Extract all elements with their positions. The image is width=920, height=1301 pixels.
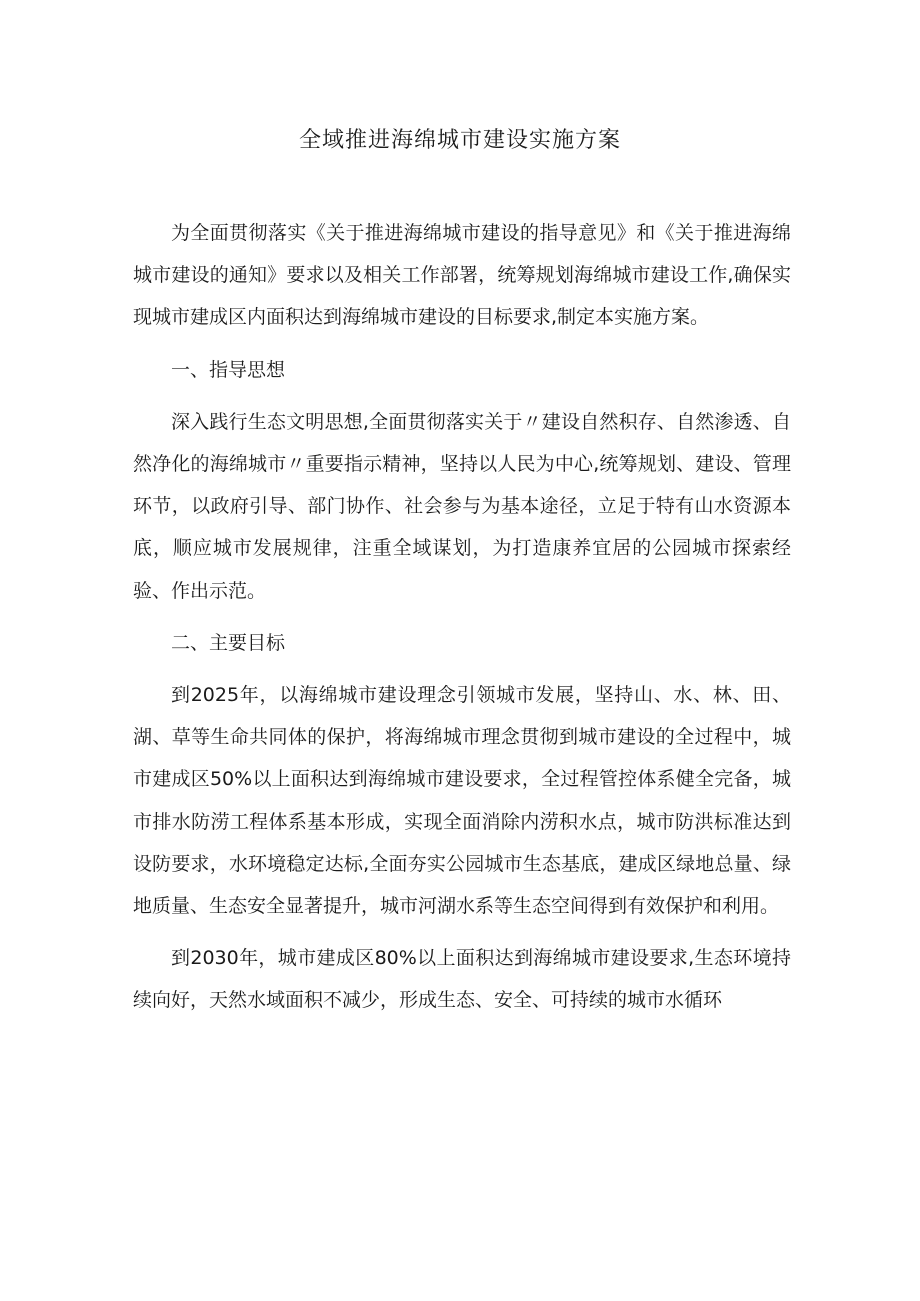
section-heading-guiding-ideology: 一、指导思想: [171, 358, 286, 381]
guiding-ideology-paragraph: 深入践行生态文明思想,全面贯彻落实关于〃建设自然积存、自然渗透、自然净化的海绵城市〃重要指示精神，坚持以人民为中心,统筹规划、建设、管理环节，以政府引导、部门协作、社会参与为基本途径，立足于特有山水资源本底，顺应城市发展规律，注重全域谋划，为打造康养宜居的公园城市探索经验、作出示范。: [133, 410, 791, 602]
section-heading-main-goals: 二、主要目标: [171, 631, 286, 654]
intro-paragraph: 为全面贯彻落实《关于推进海绵城市建设的指导意见》和《关于推进海绵城市建设的通知》要求以及相关工作部署，统筹规划海绵城市建设工作,确保实现城市建成区内面积达到海绵城市建设的目标要求,制定本实施方案。: [133, 222, 791, 329]
document-title: 全域推进海绵城市建设实施方案: [298, 128, 621, 153]
goals-2025-paragraph: 到2025年，以海绵城市建设理念引领城市发展，坚持山、水、林、田、湖、草等生命共同体的保护，将海绵城市理念贯彻到城市建设的全过程中，城市建成区50%以上面积达到海绵城市建设要求，全过程管控体系健全完备，城市排水防涝工程体系基本形成，实现全面消除内涝积水点，城市防洪标准达到设防要求，水环境稳定达标,全面夯实公园城市生态基底，建成区绿地总量、绿地质量、生态安全显著提升，城市河湖水系等生态空间得到有效保护和利用。: [133, 684, 791, 918]
goals-2030-paragraph: 到2030年，城市建成区80%以上面积达到海绵城市建设要求,生态环境持续向好，天然水域面积不减少，形成生态、安全、可持续的城市水循环: [133, 947, 791, 1012]
document-body: [133, 212, 791, 1022]
